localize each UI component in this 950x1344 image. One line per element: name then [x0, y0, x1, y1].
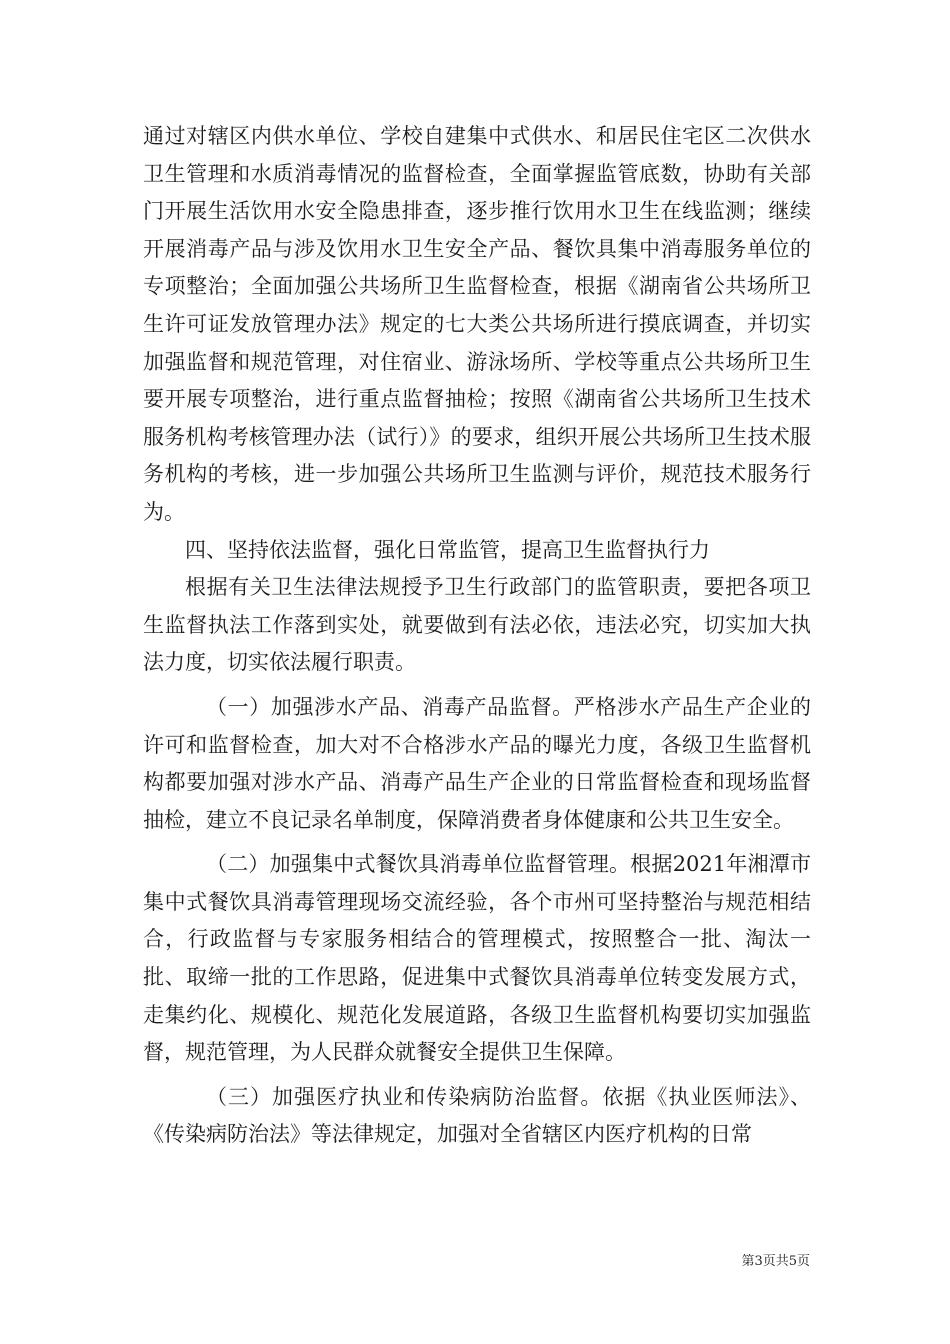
paragraph-item-1: （一）加强涉水产品、消毒产品监督。严格涉水产品生产企业的许可和监督检查，加大对不合格涉水产品的曝光力度，各级卫生监督机构都要加强对涉水产品、消毒产品生产企业的日常监督检查和现场监督抽检，建立不良记录名单制度，保障消费者身体健康和公共卫生安全。 [143, 694, 811, 832]
document-body [143, 118, 811, 1154]
paragraph-item-2: （二）加强集中式餐饮具消毒单位监督管理。根据2021年湘潭市集中式餐饮具消毒管理现场交流经验，各个市州可坚持整治与规范相结合，行政监督与专家服务相结合的管理模式，按照整合一批、淘汰一批、取缔一批的工作思路，促进集中式餐饮具消毒单位转变发展方式，走集约化、规模化、规范化发展道路，各级卫生监督机构要切实加强监督，规范管理，为人民群众就餐安全提供卫生保障。 [143, 852, 811, 1065]
page-number: 第3页共5页 [741, 1254, 810, 1269]
paragraph-continuation: 通过对辖区内供水单位、学校自建集中式供水、和居民住宅区二次供水卫生管理和水质消毒情况的监督检查，全面掌握监管底数，协助有关部门开展生活饮用水安全隐患排查，逐步推行饮用水卫生在线监测；继续开展消毒产品与涉及饮用水卫生安全产品、餐饮具集中消毒服务单位的专项整治；全面加强公共场所卫生监督检查，根据《湖南省公共场所卫生许可证发放管理办法》规定的七大类公共场所进行摸底调查，并切实加强监督和规范管理，对住宿业、游泳场所、学校等重点公共场所卫生要开展专项整治，进行重点监督抽检；按照《湖南省公共场所卫生技术服务机构考核管理办法（试行）》的要求，组织开展公共场所卫生技术服务机构的考核，进一步加强公共场所卫生监测与评价，规范技术服务行为。 [143, 124, 811, 524]
paragraph-intro: 根据有关卫生法律法规授予卫生行政部门的监管职责，要把各项卫生监督执法工作落到实处，就要做到有法必依，违法必究，切实加大执法力度，切实依法履行职责。 [143, 575, 811, 675]
section-heading-4: 四、坚持依法监督，强化日常监管，提高卫生监督执行力 [185, 537, 710, 562]
paragraph-item-3: （三）加强医疗执业和传染病防治监督。依据《执业医师法》、《传染病防治法》等法律规定，加强对全省辖区内医疗机构的日常 [143, 1084, 811, 1147]
